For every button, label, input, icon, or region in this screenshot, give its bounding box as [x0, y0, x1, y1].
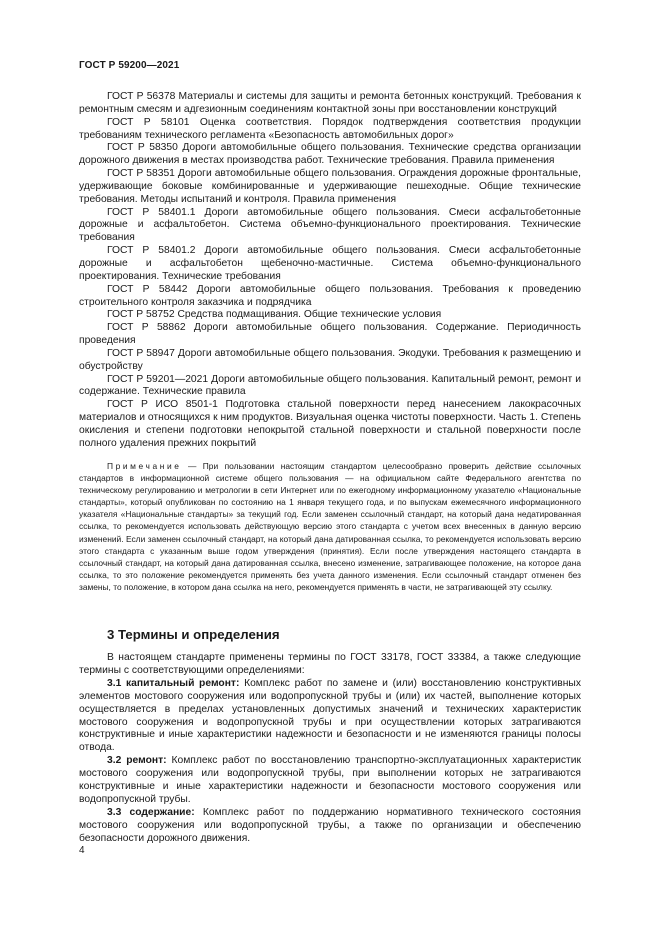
term-body: Комплекс работ по замене и (или) восстановлению конструктивных элементов мостового сооружения или водопропускной трубы и (или) их частей, выполнение которых осуществляется в пределах установленных допустимых значений и технических характеристик мостового сооружения и водопропускной трубы и при осуществлении которых затрагиваются конструктивные и иные характеристики надежности и безопасности и не изменяются границы полосы отвода. [79, 677, 581, 754]
reference-item: ГОСТ Р 58101 Оценка соответствия. Порядок подтверждения соответствия продукции требованиям технического регламента «Безопасность автомобильных дорог» [79, 116, 581, 141]
term-body: Комплекс работ по восстановлению транспортно-эксплуатационных характеристик мостового сооружения или водопропускной трубы, при выполнении которых не затрагиваются конструктивные и иные характеристики надежности и безопасности мостового сооружения или водопропускной трубы. [79, 755, 581, 805]
normative-references-list [79, 91, 581, 451]
term-body: Комплекс работ по поддержанию нормативного технического состояния мостового сооружения или водопропускной трубы, а также по организации и обеспечению безопасности дорожного движения. [79, 806, 581, 844]
note-paragraph [79, 460, 581, 593]
terms-section [79, 652, 581, 846]
reference-item: ГОСТ Р 58442 Дороги автомобильные общего пользования. Требования к проведению строительного контроля заказчика и подрядчика [79, 283, 581, 308]
term-definition [79, 807, 581, 846]
term-head: 3.1 капитальный ремонт: [107, 677, 240, 689]
term-definition [79, 678, 581, 755]
reference-item: ГОСТ Р 56378 Материалы и системы для защиты и ремонта бетонных конструкций. Требования к ремонтным смесям и адгезионным соединениям контактной зоны при восстановлении конструкций [79, 91, 581, 115]
reference-item: ГОСТ Р 58401.2 Дороги автомобильные общего пользования. Смеси асфальтобетонные дорожные и асфальтобетон щебеночно-мастичные. Система объемно-функционального проектирования. Технические требования [79, 245, 581, 282]
note-label: Примечание [107, 461, 182, 471]
page-number: 4 [79, 845, 85, 856]
section-title: 3 Термины и определения [107, 627, 280, 642]
reference-item: ГОСТ Р 58752 Средства подмащивания. Общие технические условия [107, 309, 442, 321]
document-header: ГОСТ Р 59200—2021 [79, 60, 180, 71]
references-note [79, 460, 581, 593]
reference-item: ГОСТ Р 58862 Дороги автомобильные общего пользования. Содержание. Периодичность проведения [79, 322, 581, 347]
reference-item: ГОСТ Р 58351 Дороги автомобильные общего пользования. Ограждения дорожные фронтальные, удерживающие боковые комбинированные и удерживающие пешеходные. Общие технические требования. Методы испытаний и контроля. Правила применения [79, 168, 581, 205]
reference-item: ГОСТ Р 58350 Дороги автомобильные общего пользования. Технические средства организации дорожного движения в местах производства работ. Технические требования. Правила применения [79, 142, 581, 167]
reference-item: ГОСТ Р ИСО 8501-1 Подготовка стальной поверхности перед нанесением лакокрасочных материалов и относящихся к ним продуктов. Визуальная оценка чистоты поверхности. Часть 1. Степень окисления и степени подготовки непокрытой стальной поверхности и стальной поверхности после полного удаления прежних покрытий [79, 399, 581, 449]
term-definition [79, 755, 581, 807]
section-intro: В настоящем стандарте применены термины по ГОСТ 33178, ГОСТ 33384, а также следующие термины с соответствующими определениями: [79, 652, 581, 676]
reference-item: ГОСТ Р 59201—2021 Дороги автомобильные общего пользования. Капитальный ремонт, ремонт и содержание. Технические правила [79, 373, 581, 398]
note-text: — При пользовании настоящим стандартом целесообразно проверить действие ссылочных стандартов в информационной системе общего пользования — на официальном сайте Федерального агентства по техническому регулированию и метрологии в сети Интернет или по ежегодному информационному указателю «Национальные стандарты», который опубликован по состоянию на 1 января текущего года, и по выпускам ежемесячного информационного указателя «Национальные стандарты» за текущий год. Если заменен ссылочный стандарт, на который дана недатированная ссылка, то рекомендуется использовать действующую версию этого стандарта с учетом всех внесенных в данную версию изменений. Если заменен ссылочный стандарт, на который дана датированная ссылка, то рекомендуется использовать версию этого стандарта с указанным выше годом утверждения (принятия). Если после утверждения настоящего стандарта в ссылочный стандарт, на который дана датированная ссылка, внесено изменение, затрагивающее положение, на которое дана ссылка, то это положение рекомендуется применять без учета данного изменения. Если ссылочный стандарт отменен без замены, то положение, в котором дана ссылка на него, рекомендуется применять в части, не затрагивающей эту ссылку. [79, 461, 581, 592]
reference-item: ГОСТ Р 58401.1 Дороги автомобильные общего пользования. Смеси асфальтобетонные дорожные и асфальтобетон. Система объемно-функционального проектирования. Технические требования [79, 206, 581, 244]
term-head: 3.2 ремонт: [107, 755, 167, 767]
reference-item: ГОСТ Р 58947 Дороги автомобильные общего пользования. Экодуки. Требования к размещению и обустройству [79, 347, 581, 372]
term-head: 3.3 содержание: [107, 806, 195, 818]
